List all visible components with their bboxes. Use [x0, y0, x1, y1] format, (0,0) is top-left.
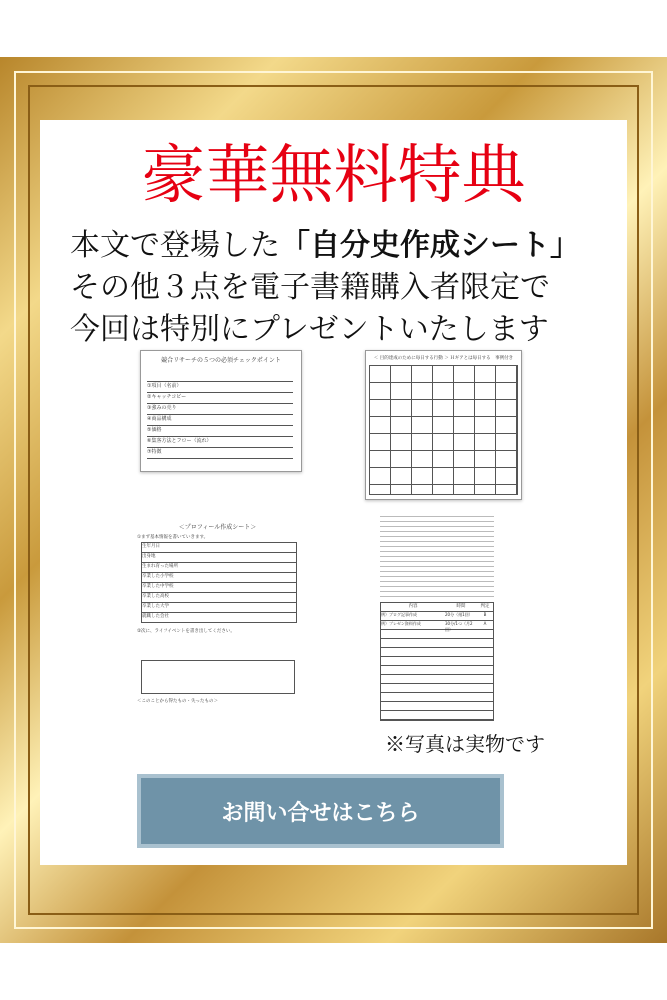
cell: B — [483, 612, 487, 617]
list-item: ④商品構成 — [147, 414, 293, 425]
header-cell: 時間 — [456, 604, 466, 609]
profile-table — [141, 542, 297, 623]
goal-grid — [369, 365, 518, 495]
banner-line-3: 今回は特別にプレゼントいたします — [70, 312, 549, 347]
list-item: ①項目（名前） — [147, 381, 293, 392]
banner-title: 豪華無料特典 — [141, 139, 526, 213]
goal-sheet-title: ＜ 目的達成のために毎日する行動 ＞ Ｈギアとは毎日する 事例付き — [373, 356, 514, 361]
table-row: 卒業した小学校 — [142, 572, 296, 582]
research-sheet — [140, 350, 302, 472]
task-notes — [380, 512, 494, 597]
task-blank-rows — [381, 630, 493, 720]
cell: 30分/1つ（月2回） — [445, 621, 473, 632]
header-cell: 内容 — [408, 604, 418, 609]
task-table — [380, 602, 494, 721]
list-item: ⑥集客方法とフロー（流れ） — [147, 436, 293, 447]
profile-footer: ＜このことから得たもの・失ったもの＞ — [137, 699, 218, 704]
list-item: ③強みの売り — [147, 403, 293, 414]
cell: 20分（週1回） — [445, 612, 473, 617]
cell: 例）プレゼン資料作成 — [381, 621, 421, 626]
list-item: ⑤価格 — [147, 425, 293, 436]
banner-line-2: その他３点を電子書籍購入者限定で — [70, 270, 550, 305]
cell: 例）ブログ記事作成 — [381, 612, 417, 617]
table-row: 出身地 — [142, 552, 296, 562]
table-row: 卒業した中学校 — [142, 582, 296, 592]
banner-line-1: 本文で登場した「自分史作成シート」 — [70, 228, 580, 263]
header-cell: 判定 — [480, 604, 490, 609]
table-row: 就職した会社 — [142, 612, 296, 623]
profile-event-box — [141, 660, 295, 694]
profile-section-2: ②次に、ライフイベントを書き出してください。 — [137, 629, 235, 634]
profile-section-1: ①まず基本情報を書いていきます。 — [137, 535, 209, 540]
table-row: 生まれ育った場所 — [142, 562, 296, 572]
photo-note: ※写真は実物です — [385, 732, 545, 756]
table-header — [381, 603, 493, 612]
goal-sheet — [365, 350, 522, 500]
cell: A — [483, 621, 487, 626]
list-item: ②キャッチコピー — [147, 392, 293, 403]
list-item: ⑦特徴 — [147, 447, 293, 459]
research-list — [147, 381, 293, 459]
table-row: 卒業した高校 — [142, 592, 296, 602]
profile-sheet — [135, 516, 300, 708]
profile-sheet-title: ＜プロフィール作成シート＞ — [178, 524, 257, 531]
table-row: 卒業した大学 — [142, 602, 296, 612]
table-row: 生年月日 — [142, 542, 296, 552]
task-sheet — [378, 510, 496, 715]
table-row — [381, 612, 493, 621]
table-row — [381, 621, 493, 630]
research-sheet-title: 競合リサーチの５つの必須チェックポイント — [161, 357, 281, 364]
contact-button[interactable]: お問い合せはこちら — [137, 774, 504, 848]
banner-text — [70, 225, 630, 351]
